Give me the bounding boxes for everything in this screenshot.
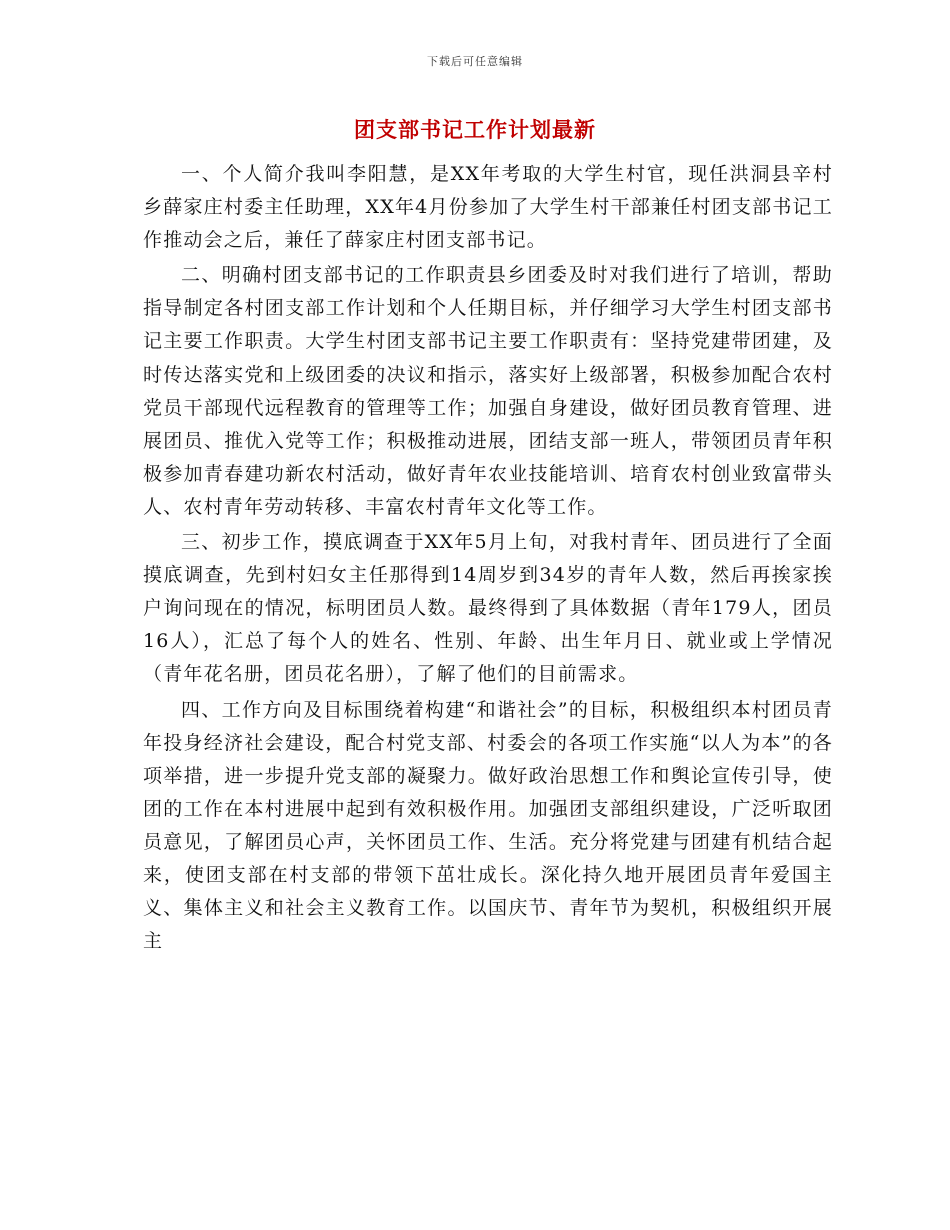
paragraph-goals: 四、工作方向及目标围绕着构建“和谐社会”的目标，积极组织本村团员青年投身经济社会建设，配合村党支部、村委会的各项工作实施“以人为本”的各项举措，进一步提升党支部的凝聚力。做好政治思想工作和舆论宣传引导，使团的工作在本村进展中起到有效积极作用。加强团支部组织建设，广泛听取团员意见，了解团员心声，关怀团员工作、生活。充分将党建与团建有机结合起来，使团支部在村支部的带领下茁壮成长。深化持久地开展团员青年爱国主义、集体主义和社会主义教育工作。以国庆节、青年节为契机，积极组织开展主	[143, 698, 833, 953]
document-body	[143, 158, 833, 958]
paragraph-duties: 二、明确村团支部书记的工作职责县乡团委及时对我们进行了培训，帮助指导制定各村团支部工作计划和个人任期目标，并仔细学习大学生村团支部书记主要工作职责。大学生村团支部书记主要工作职责有：坚持党建带团建，及时传达落实党和上级团委的决议和指示，落实好上级部署，积极参加配合农村党员干部现代远程教育的管理等工作；加强自身建设，做好团员教育管理、进展团员、推优入党等工作；积极推动进展，团结支部一班人，带领团员青年积极参加青春建功新农村活动，做好青年农业技能培训、培育农村创业致富带头人、农村青年劳动转移、丰富农村青年文化等工作。	[143, 264, 833, 518]
paragraph-survey: 三、初步工作，摸底调查于XX年5月上旬，对我村青年、团员进行了全面摸底调查，先到村妇女主任那得到14周岁到34岁的青年人数，然后再挨家挨户询问现在的情况，标明团员人数。最终得到了具体数据（青年179人，团员16人），汇总了每个人的姓名、性别、年龄、出生年月日、就业或上学情况（青年花名册，团员花名册），了解了他们的目前需求。	[143, 531, 833, 686]
paragraph-personal-intro: 一、个人简介我叫李阳慧，是XX年考取的大学生村官，现任洪洞县辛村乡薛家庄村委主任助理，XX年4月份参加了大学生村干部兼任村团支部书记工作推动会之后，兼任了薛家庄村团支部书记。	[143, 163, 833, 252]
document-title: 团支部书记工作计划最新	[354, 117, 596, 142]
page-header-note: 下载后可任意编辑	[427, 55, 523, 68]
